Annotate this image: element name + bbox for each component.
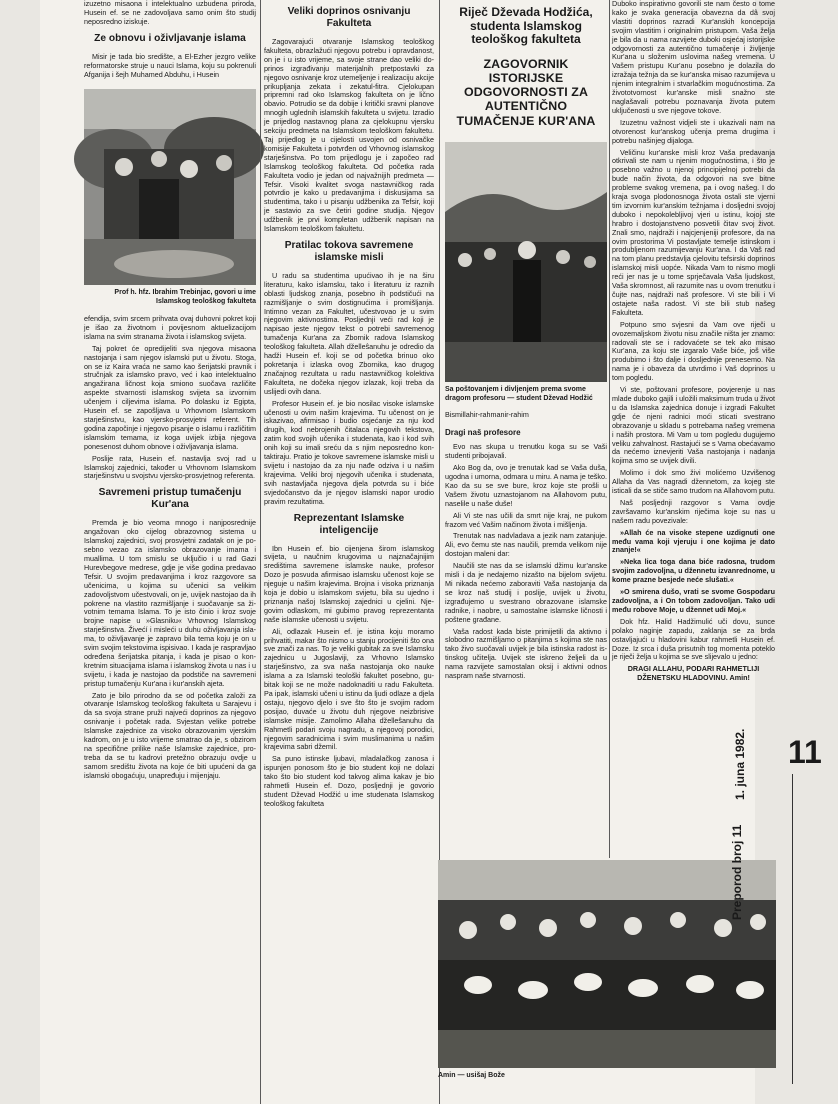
paragraph: Zato je bilo prirodno da se od početka založi za otvaranje Islamskog teološkog fakulteta u Sarajevu i da sa svoja strane pruži najveći doprinos za njegovo osnivanje i početak rada. Svjestan velike potrebe Islamske zajednice za visoko obrazovanim vjerskim kadrom, on je u isto vrijeme smatrao da je, s obzirom na specifične prilike naše Islamske zajednice, protreba da se tu kadrovi pretežno obrazuju ovdje u samom središtu života na koje će biti upućeni da ga islamski obogaćuju, unapređuju i mijenjaju. bbox=[84, 690, 256, 780]
photo-crowd-image bbox=[438, 860, 776, 1068]
paragraph: U radu sa studentima upućivao ih je na širu literaturu, kako islamsku, tako i literaturu iz raznih oblasti ljudskog znanja, posebno ih podstičući na razmišljanje o svim dostignućima i promišljanja. Intimno vezan za Fakultet, učestvovao je u svim njegovim aktivnostima. Posljednji veći rad koji je napisao jeste njegov tekst o potrebi savremenog tumačenja Kur'ana za Zbornik radova Islamskog teološkog fakulteta. Allah dželleŝanuhu je odredio da hadži Husein ef. koji se od početka brinuo oko pokretanja i izlaska ovog Zbornika, kao drugog značajnog rezultata u radu nastavničkog kolektiva Fakulteta, ne dočeka njegov izlazak, koji treba da uslijedi ovih dana. bbox=[264, 270, 434, 396]
photo-speaker-image bbox=[84, 89, 256, 285]
speech-heading: Riječ Dževada Hodžića, studenta Islamskog teološkog fakulteta bbox=[459, 5, 593, 47]
paragraph: Duboko inspirativno govorili ste nam često o tome kako je svaka generacija obavezna da dâ svoj vlastiti doprinos razradi Kur'anskih koncepcija svojim vlastitim i originalnim pristupom. Vaša želja je bila da u nama razvijete duboki osjećaj istorijske odgovornosti za autentično tumačenje i življenje Kur'ana u složenim uslovima našeg vremena. U Vašem pristupu Kur'anu posebno je dolazila do izražaja težnja da se kur'anska misao razumijeva u njenim integralnim i stvarlačkim mogućnostima. Za živototvornost kur'anske misli snažno ste naglašavali potrebu poznavanja života putem uključenosti u sve njegove tokove. bbox=[612, 0, 775, 115]
subheading-representative: Reprezentant Islamske inteligencije bbox=[293, 512, 405, 536]
basmala: Bismillahir-rahmanir-rahim bbox=[445, 410, 529, 420]
photo-crowd bbox=[438, 860, 776, 1068]
paragraph: Vi ste, poštovani profesore, povjerenje u nas mlade duboko gajili i uložili maksimum truda u život u da Islamska zajednica donuje i izgradi Fakultet gdje će njeni radnici moći sticati svestrano obrazovanje u skladu s potrebama našeg vremena i naših prostora. Mi Vam u tom pogledu dugujemo veliku zahvalnost. Rastajući se s Vama obećavamo da nećemo iznevjeriti Vaša nastojanja i nadanja kojima smo se uvijek divili. bbox=[612, 385, 775, 466]
paragraph: Veličinu kur'anske misli kroz Vaša predavanja otkrivali ste nam u njenim mogućnostima, i što je posebno važno u njenoj principijelnoj potrebi da bude način života, da odgovori na sve bitne probleme svakog vremena, pa i ovog našeg. I do kraja svoga plodonosnoga života ostali ste vjerni tim izvornim kur'anskim težnjama i dosljedni svojoj duboko i nepokolebljivoj vjeri u istinu, kojoj ste hrabro i dostojanstveno posvetili čitav svoj život. Znali smo, najdraži i najcjenjeniji profesore, da na ovim prostorima Vi postavljate temelje istinskom i produbljenom razumijevanju Kur'ana. I da Vaš rad na tom planu predstavlja cjelovitu tefsirski doprinos islamskoj misli uopće. Nikada Vam to nismo mogli reći jer nas je u tome sprječavala Vaša ljudskost, Vaša skromnost, ali razumite nas u ovom trenutku i čujte nas, najdraži naš profesore. Vi ste bili i Vi ostajete naša radost. Vi ste bili stub našeg Fakulteta. bbox=[612, 147, 775, 317]
paragraph: Ako Bog da, ovo je trenutak kad se Vaša duša, ugodna i umorna, odmara u miru. A nama je teško. Kao da su se sve bure, kroz koje ste prošli u Vašem životu uznastojanom na Allahovom putu, naselile u naše duše! bbox=[445, 463, 607, 508]
photo-student-image bbox=[445, 142, 607, 382]
quote: »Neka lica toga dana biće radosna, trudom svojim zadovoljna, u džennetu izvanrednome, u kome prazne besjede neće slušati.« bbox=[612, 557, 775, 585]
quote: »O smirena dušo, vrati se svome Gospodaru zadovoljna, a i On tobom zadovoljan. Tako udi među robove Moje, u džennet udi Moj.« bbox=[612, 587, 775, 614]
paragraph: efendija, svim srcem prihvata ovaj duhovni pokret koji je išao za životnom i povijesnom aktuelizacijom islama na svim stranama života i islamskog svijeta. bbox=[84, 314, 256, 341]
paragraph: Ali, odlazak Husein ef. je istina koju moramo prihvatiti, makar što nismo u stanju procijeniti što ona sve znači za nas. To je veliki gubitak za sve Islamsku zajednicu u Jugoslaviji, za Vrhovno Islamsko starješinstvo, za sva naša nastojanja oko nauke islama a za Islamski teološki fakultet posebno, gubitak koji se ne može nadoknaditi u radu Fakulteta. Pa ipak, islamski učeni u istinu da ljudi odlaze a djela ostaju, njegovo djelo i sve što što je svojim radom posijao, duvaće u životu duh njegove neizbrisive islamske misije. Zamolimo Allaha dželleŝanuhu da Rahmetli podari svoju nagradu, a njegovoj porodici, njegovim saradnicima i svim muslimanima u našim krajevima sabri džemil. bbox=[264, 626, 434, 752]
column-divider bbox=[609, 0, 610, 858]
issue-label: Preporod broj 11 bbox=[730, 824, 744, 920]
paragraph: Ibn Husein ef. bio cijenjena širom islamskog svijeta, u naučnim krugovima u najznačajnijim središtima savremene islamske nauke, profesor Dozo je posvuda afirmisao islamsku učenost koje se njeguje u našim krajevima. Brojna i visoka priznanja koja je dobio u islamskom svijetu, bila su ujedno i priznanja našoj Islamskoj zajednici u cjelini. Njegovim odlaskom, mi gubimo pravog reprezentanta naše islamske učenosti u svijetu. bbox=[264, 543, 434, 624]
paragraph: Sa puno istinske ljubavi, mladalačkog zanosa i ispunjen ponosom što je bio student koji ne dolazi tako što bio student kod takvog alima kakav je bio rahmetli Husein ef. Dozo, posljednji je govorio student Dževad Hodžić u ime studenata Islamskog teološkog fakulteta bbox=[264, 754, 434, 808]
column-1 bbox=[84, 0, 256, 784]
closing-prayer: DRAGI ALLAHU, PODARI RAHMETLIJI DŽENETSKU HLADOVINU. Amin! bbox=[627, 664, 760, 683]
paragraph: Profesor Husein ef. je bio nosilac visoke islamske učenosti u ovim našim krajevima. Tu učenost on je iskazivao, afirmisao i budio osjećanje za nju kod drugih, kod nebrojenih čitalaca njegovih tekstova, zatim kod svojih učenika i studenata, kao i kod svih onih koji su imali sreću da s njim neposredno kontaktiraju. Pratio je tokove savremene islamske misli u svijetu i nastojao da za nju nađe odziva i u našim krajevima. Veliki broj njegovih učenika i studenata, svih nastavljača njegova djela potvrda su i biće svjedočanstvo da je njegov islamski napor urodio pravim rezultatima. bbox=[264, 398, 434, 506]
photo-crowd-caption: Amin — usišaj Bože bbox=[438, 1072, 505, 1079]
quote: »Allah će na visoke stepene uzdignuti one među vama koji vjeruju i one kojima je dato znanje!« bbox=[612, 527, 775, 555]
paragraph: Naš posljednji razgovor s Vama ovdje završavamo kur'anskim riječima koje su nas u našem radu povezivale: bbox=[612, 497, 775, 525]
column-3 bbox=[445, 0, 607, 684]
paragraph: Molimo i dok smo živi molićemo Uzvišenog Allaha da Vas nagradi džennetom, za kojeg ste isticali da se stiče samo trudom na Allahovom putu. bbox=[612, 468, 775, 496]
photo-speaker bbox=[84, 89, 256, 285]
paragraph: Premda je bio veoma mnogo i nanjposrednije angažovan oko cijelog obrazovnog sistema u Islamskoj zajednici, svoj prosvjetni zadatak on je posebno vezao za islamsko obrazovanje imama i muallima. U tom smislu se uključio i u rad Gazi Hurevbegove medrese, gdje je više godina predavao Tefsir. U svojim predavanjima i kroz razgovore sa učenicima, u kojima su učenici sa velikim zadovoljstvom učestvovali, on je, uvijek nastojao da ih pokrene na vlastito razmišljanje i suočavanje sa životnim temama Islama. To je isto činio i kroz svoje brojne napise u »Glasniku« Vrhovnog Islamskog starješinstva. Živećí i misleći u duhu oživljavanja islama, to oživljavanje je zapravo bila tema koju je on u svim svojim tekstovima ispisivao. I kada je raspravljao određena šerijatska pitanja, i kada je pisao o konkretnim situacijama islama i islamskog života u nas i u svijetu, i kada je nastojao da podstiče na savremeni pristup tumačenju Kur'ana i kur'anskih ajeta. bbox=[84, 518, 256, 688]
intro-text: izuzetno misaona i intelektualno uzbudena priroda, Husein ef. se ne zadovoljava samo onim što studij neposredno iziskuje. bbox=[84, 0, 256, 26]
paragraph: Potpuno smo svjesni da Vam ove riječi u ovozemaljskom životu nisu značile ništa jer znamo: radovali ste se i radovaćete se tek ako misao Kur'ana, za koju ste izgaralo Vaše biće, još više produbimo i što dalje i dosljednije prenesemo. Na nama je i obaveza da utvrdimo i Vaš doprinos u tom pogledu. bbox=[612, 319, 775, 383]
paragraph: Evo nas skupa u trenutku koga su se Vaši studenti pribojavali. bbox=[445, 442, 607, 461]
photo-caption: Sa poštovanjem i divljenjem prema svome dragom profesoru — student Dževad Hodžić bbox=[445, 385, 593, 402]
salutation: Dragi naš profesore bbox=[445, 428, 521, 438]
paragraph: Misir je tada bio središte, a El-Ezher jezgro velike reformatorske struje u nauci Islama, koju su pokrenuli Afganija i šejh Muhamed Abduhu, i Husein bbox=[84, 51, 256, 79]
photo-caption: Prof h. hfz. Ibrahim Trebinjac, govori u ime Islamskog teološkog fakulteta bbox=[114, 289, 256, 306]
column-2 bbox=[264, 0, 434, 812]
paragraph: Izuzetnu važnost vidjeli ste i ukazivali nam na otvorenost kur'anskog učenja prema drugima i potrebu našinjeg dijaloga. bbox=[612, 117, 775, 145]
paragraph: Trenutak nas nadvladava a jezik nam zatanjuje. Ali, evo čemu ste nas naučili, premda velikom nije dostojan maleni dar: bbox=[445, 531, 607, 559]
paragraph: Poslije rata, Husein ef. nastavlja svoj rad u Islamskoj zajednici, također u Vrhovnom Islamskom starješinstvu u svojstvu vjersko-prosvjetnog referenta. bbox=[84, 453, 256, 481]
page-margin bbox=[730, 650, 838, 1090]
issue-date: 1. juna 1982. bbox=[733, 728, 747, 800]
subheading-contribution: Veliki doprinos osnivanju Fakulteta bbox=[287, 6, 411, 29]
column-4 bbox=[612, 0, 775, 858]
subheading-modern-approach: Savremeni pristup tumačenju Kur'ana bbox=[98, 487, 242, 511]
margin-rule bbox=[792, 774, 793, 1084]
article-title: ZAGOVORNIK ISTORIJSKE ODGOVORNOSTI ZA AUTENTIČNO TUMAČENJE KUR'ANA bbox=[456, 56, 596, 128]
paragraph: Ali Vi ste nas učili da smrt nije kraj, ne pukom frazom već Vašim načinom života i mišljenja. bbox=[445, 510, 607, 529]
subheading-follower: Pratilac tokova savremene islamske misli bbox=[284, 239, 414, 263]
paragraph: Vaša radost kada biste primijetili da aktivno i slobodno razmišljamo o pitanjima s kojima ste nas tako živo suočavali uvijek je bila istinska radost istinskog učitelja. Uvijek ste iskreno željeli da u nama razvijete samostalan oksij i aktivni odnos naspram naše stvarnosti. bbox=[445, 626, 607, 681]
page-number: 11 bbox=[788, 734, 822, 770]
paragraph: Zagovarajući otvaranje Islamskog teološkog fakulteta, obrazlažući njegovu potrebu i opravdanost, on je i u isto vrijeme, sa svoje strane dao veliki doprinos izgrađivanju materijalnih pretpostavki za njegovo osnivanje kroz utemeljenje i realizaciju akcije prikupljanja zekata i zekatul-fitra. Cjelokupan pripremni rad oko Islamskog fakulteta on je lično obavio. Potrudio se da dobije i kritički sravni planove mnogih uglednih islamskih fakulteta u svijetu. Izradio je prijedlog nastavnog plana za cjelokupnu vjersku sekciju predmeta na Islamskom teološkom fakultetu. Taj prijedlog je u cijelosti usvojen od osnivačke komisije Fakulteta i potvrđen od Vrhovnog islamskog starješinstva. Po tom prijedlogu je i započeo rad Islamskog teološkog fakulteta. Od početka rada Fakulteta vodio je jedan od najvažnijih predmeta — Tefsir. Visoki kvalitet svoga nastavničkog rada potvrdio je kako u predavanjima i diskusijama sa studentima, tako i u pisanju udžbenika za Tefsir, koji je sastavio za sve četiri godine studija. Njegov udžbenik je prvi kompletan udžbenik napisan na Islamskom teološkom fakultetu. bbox=[264, 37, 434, 234]
newspaper-page bbox=[40, 0, 822, 1104]
photo-student bbox=[445, 142, 607, 382]
paragraph: Dok hfz. Halid Hadžimulić uči dovu, sunce polako naginje zapadu, zaklanja se za brda ostavljajući u hladovini kabur rahmetli Husein ef. Doze. Iz srca i duša prisutnih tog momenta poteklo je riječi želja u kojima se sve sliјevalo u jedno: bbox=[612, 616, 775, 662]
column-divider bbox=[260, 0, 261, 1104]
subheading-renewal: Ze obnovu i oživljavanje islama bbox=[94, 32, 246, 44]
paragraph: Naučili ste nas da se islamski džimu kur'anske misli i da je nedajemo nizašto na bijelom svijetu. Mi nikada nećemo zaboraviti Vaša nastojanja da se kroz naš studij i poslije, uvijek u životu, izgrađujemo u svestrano obrazovane islamske radnike, i naobre, u samostalne islamske ličnosti i poštene građane. bbox=[445, 561, 607, 624]
paragraph: Taj pokret će opredijeliti sva njegova misaona nastojanja i sam njegov islamski put u životu. Stoga, on se iz Kaira vraća ne samo kao šerijatski pravnik i stručnjak za islamsko pravo, već i kao intelektualno angažirana ličnost koja smiono suočava različite aspekte stvarnosti islamskog svijeta sa izvornim učenjem i ciljevima islama. Po dolasku iz Egipta, Husein ef. se zapošljava u Vrhovnom Islamskom starješinstvu, kao vjersko-prosvjetni referent. Tih godina započinje i njegovo pisanje o islamu i različitim islamskim temama, iz koga uvijek izbija njegova ponesenost duhom obnove i oživljavanja islama. bbox=[84, 343, 256, 451]
